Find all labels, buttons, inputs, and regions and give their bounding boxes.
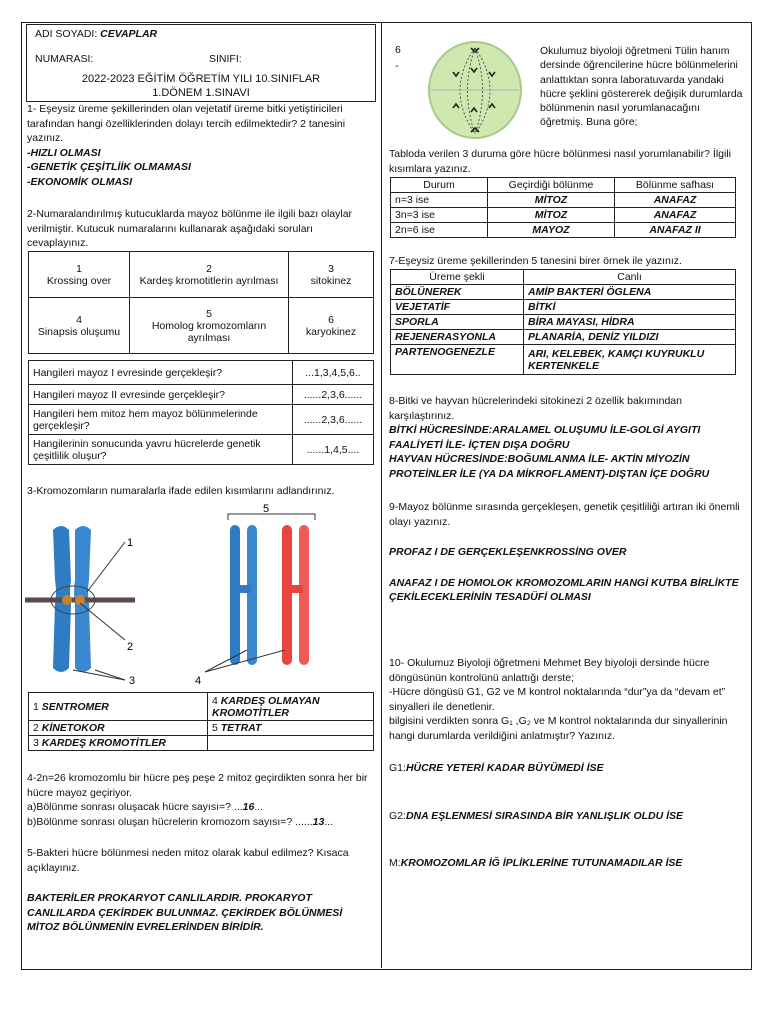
question-9 [389,500,744,605]
question-2 [27,207,377,251]
q7-row-4-canli: PLANARİA, DENİZ YILDIZI [524,330,736,345]
q2-row-4-question: Hangilerinin sonucunda yavru hücrelerde genetik çeşitlilik oluşur? [29,435,293,465]
q6-text: Okulumuz biyoloji öğretmeni Tülin hanım dersinde öğrencilerine hücre bölünmelerini anlattıktan sonra laboratuvarda yandaki hücre şeklini göstererek değişik durumlarda bölünmenin nasıl yorumlanacağını öğretmiş. Buna göre; [540,45,743,129]
q2-row-2-answer: ......2,3,6...... [293,385,374,405]
q9-answer-2: ANAFAZ I DE HOMOLOK KROMOZOMLARIN HANGİ KUTBA BİRLİKTE ÇEKİLECEKLERİNİN TESADÜFİ OLMASI [389,576,739,603]
q6-row-1-safha: ANAFAZ [615,193,736,208]
q7-row-2-canli: BİTKİ [524,300,736,315]
q6-row-3-safha: ANAFAZ II [615,223,736,238]
q2-row-3-answer: ......2,3,6...... [293,405,374,435]
question-4 [27,771,377,829]
fig-label-4: 4 [195,675,202,687]
q3-answer-5: 5 TETRAT [208,721,374,736]
q9-answer-1: PROFAZ I DE GERÇEKLEŞENKROSSİNG OVER [389,546,627,558]
q6-text-2: Tabloda verilen 3 duruma göre hücre bölünmesi nasıl yorumlanabilir? İlgili kısımlara yazınız. [389,148,732,175]
name-line: ADI SOYADI: CEVAPLAR [35,28,158,40]
q7-header-canli: Canlı [524,270,736,285]
q2-text: 2-Numaralandırılmış kutucuklarda mayoz bölünme ile ilgili bazı olaylar verilmiştir. Kutucuk numaralarını kullanarak aşağıdaki soruları cevaplayınız. [27,208,353,249]
q6-row-2-durum: 3n=3 ise [391,208,488,223]
fig-label-2: 2 [127,641,134,653]
box-5: 5 Homolog kromozomların ayrılması [130,298,289,354]
q3-answer-table [28,692,374,751]
q10-text: 10- Okulumuz Biyoloji öğretmeni Mehmet Bey biyoloji dersinde hücre döngüsünün kontrolünü anlattığı derste; [389,657,710,684]
q6-row-1-bolunme: MİTOZ [488,193,615,208]
fig-label-3: 3 [129,675,136,687]
q3-text: 3-Kromozomların numaralarla ifade edilen kısımlarını adlandırınız. [27,485,335,497]
column-divider [381,22,382,968]
q7-row-3-canli: BİRA MAYASI, HİDRA [524,315,736,330]
q2-question-table [28,360,374,465]
q4-b: b)Bölünme sonrası oluşan hücrelerin kromozom sayısı=? ......13... [27,815,334,828]
q2-box-table [28,251,374,354]
q1-text: 1- Eşeysiz üreme şekillerinden olan vejetatif üreme bitki yetiştiricileri tarafından hangi özelliklerinden dolayı tercih edilmektedir? 2 tanesini yazınız. [27,103,346,144]
q2-row-4-answer: ......1,4,5.... [293,435,374,465]
q7-row-3-sekil: SPORLA [391,315,524,330]
q10-line-2: -Hücre döngüsü G1, G2 ve M kontrol noktalarında “dur”ya da “devam et” sinyalleri ile denetlenir. [389,686,726,713]
q2-row-3-question: Hangileri hem mitoz hem mayoz bölünmelerinde gerçekleşir? [29,405,293,435]
q2-row-2-question: Hangileri mayoz II evresinde gerçekleşir? [29,385,293,405]
q5-answer: BAKTERİLER PROKARYOT CANLILARDIR. PROKARYOT CANLILARDA ÇEKİRDEK BULUNMAZ. ÇEKİRDEK BÖLÜNMESİ MİTOZ BÖLÜNMENİN EVRELERİNDEN BİRİDİR. [27,892,343,933]
box-2: 2 Kardeş kromotitlerin ayrılması [130,252,289,298]
q6-number: 6 [395,44,401,56]
q9-text: 9-Mayoz bölünme sırasında gerçekleşen, genetik çeşitliliği artıran iki önemli olayı yazınız. [389,501,740,528]
q8-text: 8-Bitki ve hayvan hücrelerindeki sitokinezi 2 özellik bakımından karşılaştırınız. [389,395,682,422]
q2-row-1-question: Hangileri mayoz I evresinde gerçekleşir? [29,361,293,385]
q8-answer-1: BİTKİ HÜCRESİNDE:ARALAMEL OLUŞUMU İLE-GOLGİ AYGITI FAALİYETİ İLE- İÇTEN DIŞA DOĞRU [389,424,701,451]
homologous-pair [230,525,309,665]
fig-label-5: 5 [263,503,270,515]
blue-chromosome [25,526,135,672]
box-4: 4 Sinapsis oluşumu [29,298,130,354]
q6-row-2-safha: ANAFAZ [615,208,736,223]
q7-row-1-canli: AMİP BAKTERİ ÖGLENA [524,285,736,300]
q7-row-1-sekil: BÖLÜNEREK [391,285,524,300]
name-value: CEVAPLAR [100,28,158,40]
chromosome-figure [25,500,355,690]
q7-header-sekil: Üreme şekli [391,270,524,285]
question-10 [389,656,744,743]
question-5 [27,846,377,935]
q5-text: 5-Bakteri hücre bölünmesi neden mitoz olarak kabul edilmez? Kısaca açıklayınız. [27,847,349,874]
exam-header [26,24,376,102]
q6-header-durum: Durum [391,178,488,193]
q7-row-2-sekil: VEJETATİF [391,300,524,315]
q7-row-4-sekil: REJENERASYONLA [391,330,524,345]
q8-answer-2: HAYVAN HÜCRESİNDE:BOĞUMLANMA İLE- AKTİN MİYOZİN PROTEİNLER İLE (YA DA MİKROFLAMENT)-DIŞTAN İÇE DOĞRU [389,453,710,480]
q7-text: 7-Eşeysiz üreme şekillerinden 5 tanesini birer örnek ile yazınız. [389,255,682,267]
box-3: 3 sitokinez [289,252,374,298]
box-1: 1 Krossing over [29,252,130,298]
q7-row-5-sekil: PARTENOGENEZLE [391,345,524,375]
q6-row-3-bolunme: MAYOZ [488,223,615,238]
q6-row-3-durum: 2n=6 ise [391,223,488,238]
q6-header-safha: Bölünme safhası [615,178,736,193]
q1-answer-2: -GENETİK ÇEŞİTLİİK OLMAMASI [27,161,191,173]
q10-line-3: bilgisini verdikten sonra G₁ ,G₂ ve M kontrol noktalarında dur sinyallerinin hangi durumlarda verildiğini anlatmıştır? Yazınız. [389,715,728,742]
class-label: SINIFI: [209,53,242,65]
q6-row-1-durum: n=3 ise [391,193,488,208]
q7-row-5-canli: ARI, KELEBEK, KAMÇI KUYRUKLU KERTENKELE [524,345,736,375]
q10-g2: G2:DNA EŞLENMESİ SIRASINDA BİR YANLIŞLIK OLDU İSE [389,810,684,822]
q3-answer-4: 4 KARDEŞ OLMAYAN KROMOTİTLER [208,693,374,721]
exam-subtitle: 1.DÖNEM 1.SINAVI [152,87,250,99]
q1-answer-3: -EKONOMİK OLMASI [27,175,132,188]
box-6: 6 karyokinez [289,298,374,354]
q4-a: a)Bölünme sonrası oluşacak hücre sayısı=? ...16... [27,801,264,813]
q10-m: M:KROMOZOMLAR İĞ İPLİKLERİNE TUTUNAMADILAR İSE [389,857,683,869]
q6-table [390,177,736,238]
question-1 [27,102,377,189]
q10-g1: G1:HÜCRE YETERİ KADAR BÜYÜMEDİ İSE [389,762,604,774]
question-8 [389,394,744,481]
q6-row-2-bolunme: MİTOZ [488,208,615,223]
number-label: NUMARASI: [35,53,94,65]
q3-answer-3: 3 KARDEŞ KROMOTİTLER [29,736,208,751]
q7-table [390,269,736,375]
q1-answer-1: -HIZLI OLMASI [27,146,101,159]
q3-answer-1: 1 SENTROMER [29,693,208,721]
cell-division-figure [425,38,525,142]
q6-header-bolunme: Geçirdiği bölünme [488,178,615,193]
q3-answer-2: 2 KİNETOKOR [29,721,208,736]
q2-row-1-answer: ...1,3,4,5,6.. [293,361,374,385]
q6-dash: - [395,60,399,72]
fig-label-1: 1 [127,537,134,549]
exam-title: 2022-2023 EĞİTİM ÖĞRETİM YILI 10.SINIFLAR [81,73,321,85]
q4-text: 4-2n=26 kromozomlu bir hücre peş peşe 2 mitoz geçirdikten sonra her bir hücre mayoz geçiriyor. [27,772,368,799]
